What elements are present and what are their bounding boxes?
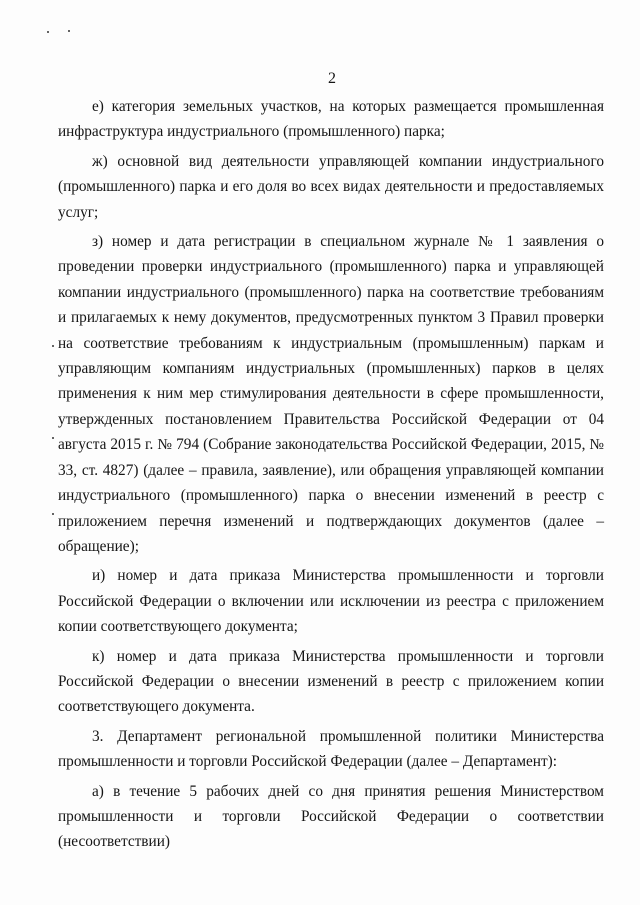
paragraph-item-z: з) номер и дата регистрации в специальном журнале № 1 заявления о проведении проверки индустриального (промышленного) парка и управляющей компании индустриального (промышленного) парка на соответствие требованиям и прилагаемых к нему документов, предусмотренных пунктом 3 Правил проверки на соответствие требованиям к индустриальным (промышленным) паркам и управляющим компаниям индустриальных (промышленных) парков в целях применения к ним мер стимулирования деятельности в сфере промышленности, утвержденных постановлением Правительства Российской Федерации от 04 августа 2015 г. № 794 (Собрание законодательства Российской Федерации, 2015, № 33, ст. 4827) (далее – правила, заявление), или обращения управляющей компании индустриального (промышленного) парка о внесении изменений в реестр с приложением перечня изменений и подтверждающих документов (далее – обращение); [58,233,604,555]
page-number: 2 [328,70,336,87]
paragraph-item-k: к) номер и дата приказа Министерства промышленности и торговли Российской Федерации о внесении изменений в реестр с приложением копии соответствующего документа. [58,647,604,716]
paragraph-item-i: и) номер и дата приказа Министерства промышленности и торговли Российской Федерации о включении или исключении из реестра с приложением копии соответствующего документа; [58,567,604,636]
scan-speck [52,513,54,515]
paragraph-section-3: 3. Департамент региональной промышленной политики Министерства промышленности и торговли Российской Федерации (далее – Департамент): [58,727,604,771]
scan-speck [47,31,49,33]
document-body [58,94,604,859]
scan-speck [52,437,54,439]
paragraph-item-a: а) в течение 5 рабочих дней со дня принятия решения Министерством промышленности и торговли Российской Федерации о соответствии (несоответствии) [58,782,604,851]
scan-speck [68,30,70,32]
scan-speck [52,345,54,347]
paragraph-item-e: е) категория земельных участков, на которых размещается промышленная инфраструктура индустриального (промышленного) парка; [58,98,604,141]
paragraph-item-zh: ж) основной вид деятельности управляющей компании индустриального (промышленного) парка и его доля во всех видах деятельности и предоставляемых услуг; [58,152,604,221]
